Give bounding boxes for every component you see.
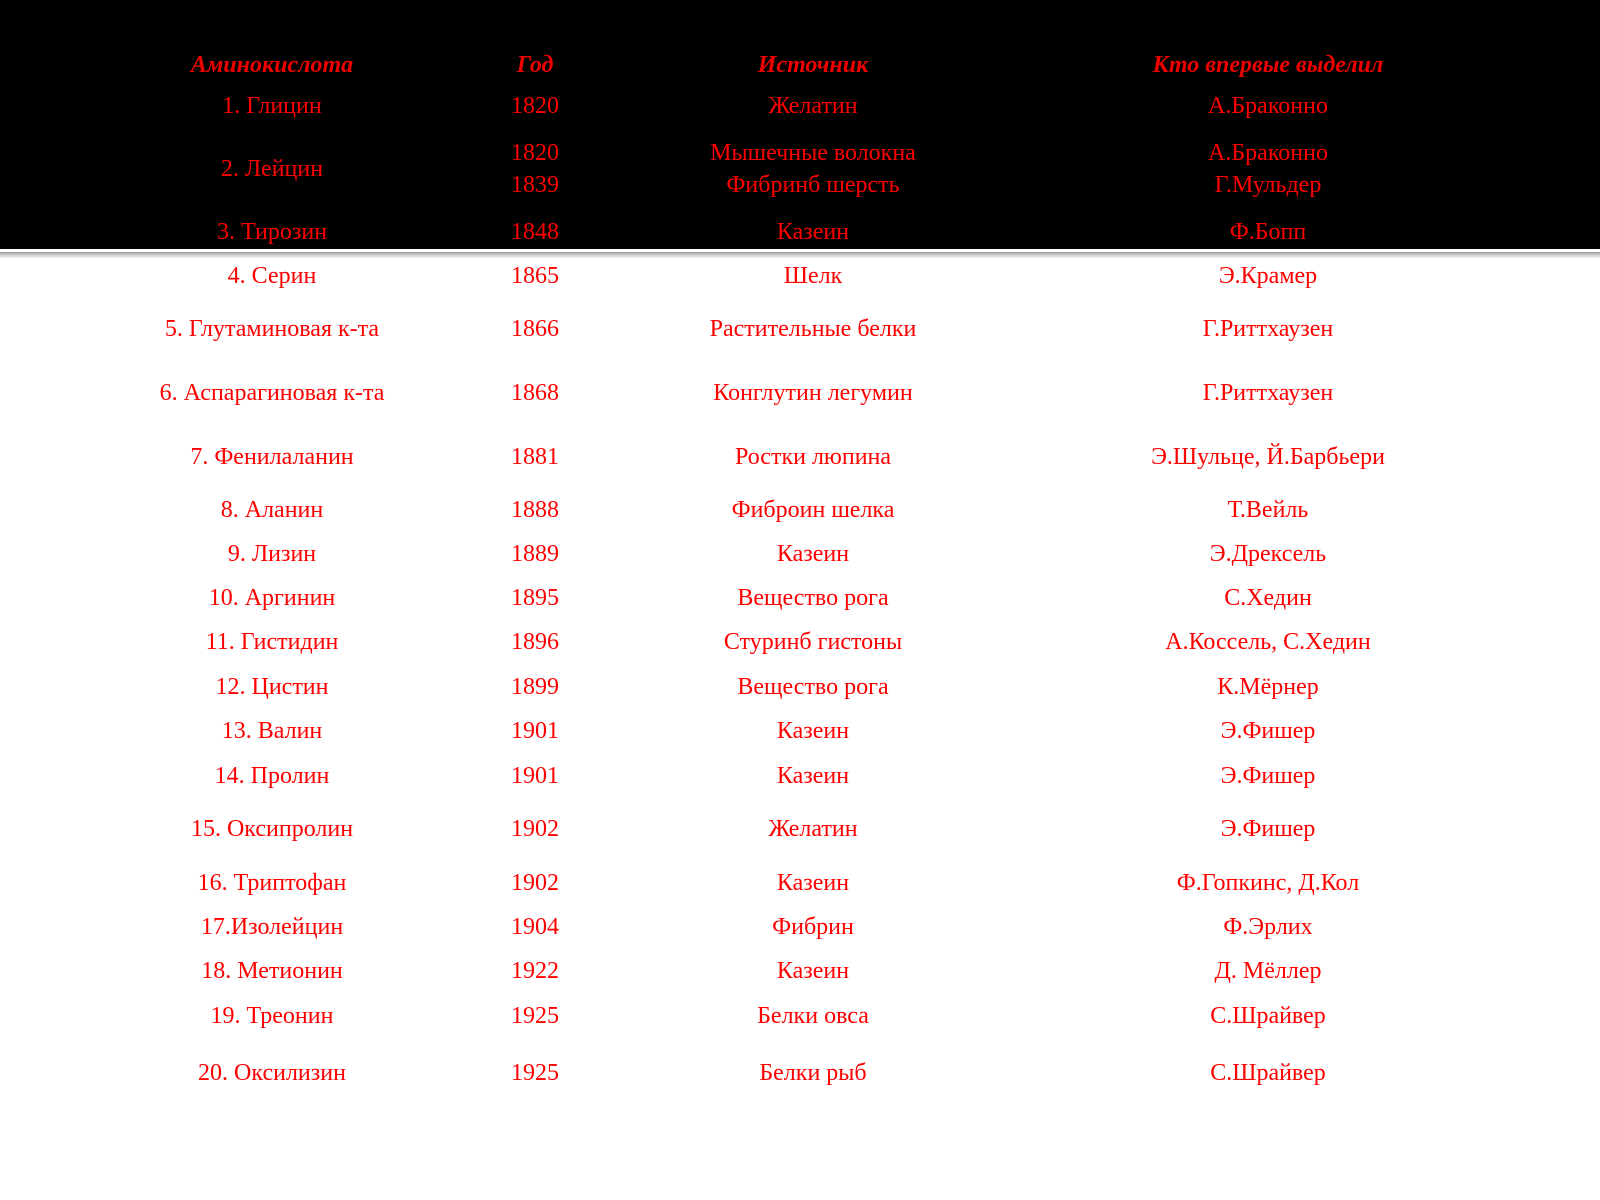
cell-source: Казеин — [776, 870, 850, 896]
cell-year: 1925 — [511, 1003, 559, 1029]
cell-source: Казеин — [776, 763, 850, 789]
cell-year: 1866 — [511, 316, 559, 342]
cell-year: 1901 — [511, 763, 559, 789]
cell-amino-acid: 15. Оксипролин — [190, 816, 354, 842]
cell-amino-acid: 4. Серин — [227, 263, 317, 289]
cell-amino-acid: 18. Метионин — [201, 958, 343, 984]
cell-discoverer: Г.Риттхаузен — [1202, 380, 1334, 406]
cell-year: 1902 — [511, 870, 559, 896]
cell-year: 1899 — [511, 674, 559, 700]
cell-amino-acid: 8. Аланин — [220, 497, 324, 523]
cell-amino-acid: 1. Глицин — [222, 93, 322, 119]
cell-year-line: 1839 — [511, 172, 559, 198]
cell-source: Растительные белки — [709, 316, 917, 342]
cell-source: Конглутин легумин — [713, 380, 913, 406]
cell-year: 1901 — [511, 718, 559, 744]
cell-discoverer: Т.Вейль — [1227, 497, 1309, 523]
cell-discoverer: Э.Фишер — [1220, 816, 1316, 842]
cell-year: 1922 — [511, 958, 559, 984]
cell-discoverer: Э.Фишер — [1220, 718, 1316, 744]
cell-amino-acid: 20. Оксилизин — [198, 1060, 346, 1086]
cell-amino-acid: 16. Триптофан — [197, 870, 347, 896]
cell-year: 1868 — [511, 380, 559, 406]
cell-amino-acid: 3. Тирозин — [216, 219, 328, 245]
cell-year — [511, 137, 559, 201]
cell-year: 1895 — [511, 585, 559, 611]
cell-discoverer: Ф.Эрлих — [1223, 914, 1313, 940]
cell-discoverer: Э.Шульце, Й.Барбьери — [1151, 444, 1385, 470]
cell-source: Белки рыб — [759, 1060, 867, 1086]
cell-source: Фибрин — [772, 914, 854, 940]
cell-amino-acid: 6. Аспарагиновая к-та — [159, 380, 385, 406]
cell-amino-acid: 19. Треонин — [210, 1003, 334, 1029]
cell-discoverer: К.Мёрнер — [1217, 674, 1319, 700]
header-discoverer: Кто впервые выделил — [1152, 52, 1384, 78]
cell-year: 1889 — [511, 541, 559, 567]
cell-amino-acid: 11. Гистидин — [205, 629, 339, 655]
cell-amino-acid: 5. Глутаминовая к-та — [164, 316, 380, 342]
cell-year: 1888 — [511, 497, 559, 523]
cell-source: Желатин — [768, 93, 858, 119]
cell-amino-acid: 12. Цистин — [215, 674, 329, 700]
cell-discoverer-line: Г.Мульдер — [1214, 172, 1322, 198]
cell-amino-acid: 2. Лейцин — [220, 156, 324, 182]
cell-discoverer: Ф.Бопп — [1229, 219, 1307, 245]
cell-source: Стуринб гистоны — [723, 629, 903, 655]
cell-discoverer-line: А.Браконно — [1208, 140, 1328, 166]
cell-amino-acid: 13. Валин — [221, 718, 323, 744]
cell-discoverer: А.Коссель, С.Хедин — [1165, 629, 1371, 655]
cell-source: Желатин — [768, 816, 858, 842]
cell-source: Шелк — [783, 263, 843, 289]
cell-discoverer: Г.Риттхаузен — [1202, 316, 1334, 342]
cell-amino-acid: 10. Аргинин — [208, 585, 336, 611]
cell-source — [710, 137, 916, 201]
cell-year: 1902 — [511, 816, 559, 842]
cell-amino-acid: 7. Фенилаланин — [190, 444, 354, 470]
cell-discoverer: Э.Дрексель — [1209, 541, 1327, 567]
cell-amino-acid: 14. Пролин — [214, 763, 330, 789]
cell-discoverer: С.Хедин — [1224, 585, 1312, 611]
cell-year: 1896 — [511, 629, 559, 655]
cell-source: Казеин — [776, 219, 850, 245]
cell-source: Ростки люпина — [734, 444, 892, 470]
cell-source: Фиброин шелка — [731, 497, 895, 523]
cell-discoverer — [1208, 137, 1328, 201]
cell-discoverer: Ф.Гопкинс, Д.Кол — [1176, 870, 1360, 896]
cell-discoverer: С.Шрайвер — [1210, 1003, 1326, 1029]
cell-discoverer: Д. Мёллер — [1214, 958, 1322, 984]
cell-source: Казеин — [776, 718, 850, 744]
cell-source: Белки овса — [757, 1003, 869, 1029]
cell-discoverer: С.Шрайвер — [1210, 1060, 1326, 1086]
cell-source: Вещество рога — [737, 585, 889, 611]
cell-year: 1865 — [511, 263, 559, 289]
cell-discoverer: А.Браконно — [1208, 93, 1328, 119]
cell-amino-acid: 17.Изолейцин — [200, 914, 344, 940]
cell-discoverer: Э.Фишер — [1220, 763, 1316, 789]
cell-year: 1925 — [511, 1060, 559, 1086]
cell-amino-acid: 9. Лизин — [227, 541, 317, 567]
cell-source-line: Фибринб шерсть — [726, 172, 900, 198]
header-source: Источник — [757, 52, 869, 78]
cell-year: 1820 — [511, 93, 559, 119]
cell-year: 1881 — [511, 444, 559, 470]
cell-discoverer: Э.Крамер — [1218, 263, 1318, 289]
cell-source: Казеин — [776, 958, 850, 984]
cell-year: 1848 — [511, 219, 559, 245]
cell-source: Вещество рога — [737, 674, 889, 700]
cell-year-line: 1820 — [511, 140, 559, 166]
header-year: Год — [516, 52, 554, 78]
cell-year: 1904 — [511, 914, 559, 940]
header-amino-acid: Аминокислота — [190, 52, 354, 78]
cell-source-line: Мышечные волокна — [710, 140, 916, 166]
cell-source: Казеин — [776, 541, 850, 567]
